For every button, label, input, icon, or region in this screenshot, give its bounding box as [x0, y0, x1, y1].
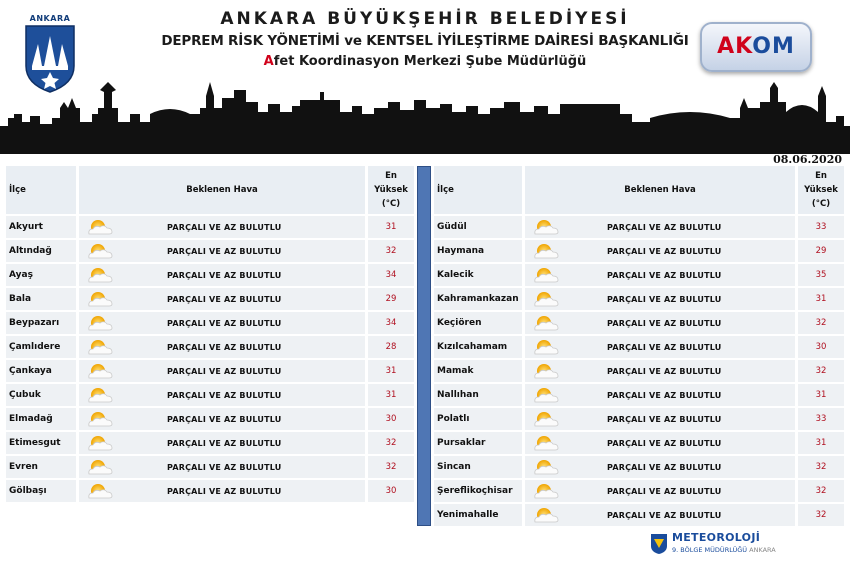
- max-temp-value: 31: [368, 216, 414, 238]
- forecast-cell: [525, 408, 795, 430]
- forecast-cell: [79, 456, 365, 478]
- forecast-text: PARÇALI VE AZ BULUTLU: [607, 294, 722, 304]
- max-temp-label-2: Yüksek: [804, 185, 838, 195]
- max-temp-value: 31: [368, 360, 414, 382]
- table-divider: [417, 166, 431, 526]
- district-name: Beypazarı: [6, 312, 76, 334]
- forecast-cell: [79, 360, 365, 382]
- header-titles: [160, 8, 690, 72]
- table-row: [434, 360, 844, 382]
- akom-letter-a: A: [717, 34, 736, 59]
- table-row: [6, 456, 414, 478]
- district-name: Kalecik: [434, 264, 522, 286]
- forecast-text: PARÇALI VE AZ BULUTLU: [607, 366, 722, 376]
- max-temp-value: 34: [368, 312, 414, 334]
- forecast-cell: [525, 456, 795, 478]
- meteoroloji-region: 9. BÖLGE MÜDÜRLÜĞÜ: [672, 546, 748, 554]
- meteoroloji-logo-icon: [650, 533, 668, 555]
- max-temp-value: 32: [368, 240, 414, 262]
- district-name: Polatlı: [434, 408, 522, 430]
- district-name: Pursaklar: [434, 432, 522, 454]
- max-temp-label-3: (°C): [381, 199, 401, 209]
- column-header-district: İlçe: [434, 166, 522, 214]
- forecast-cell: [79, 288, 365, 310]
- forecast-cell: [525, 216, 795, 238]
- max-temp-value: 34: [368, 264, 414, 286]
- table-row: [6, 408, 414, 430]
- akom-letter-k: K: [735, 34, 753, 59]
- table-row: [434, 336, 844, 358]
- table-row: [434, 432, 844, 454]
- column-header-forecast: Beklenen Hava: [525, 166, 795, 214]
- report-date: 08.06.2020: [773, 153, 842, 166]
- forecast-cell: [525, 360, 795, 382]
- district-name: Etimesgut: [6, 432, 76, 454]
- district-name: Çubuk: [6, 384, 76, 406]
- column-header-max-temp: [798, 166, 844, 214]
- table-row: [434, 288, 844, 310]
- table-row: [6, 432, 414, 454]
- forecast-cell: [525, 384, 795, 406]
- max-temp-label-1: En: [815, 171, 827, 181]
- table-row: [434, 408, 844, 430]
- forecast-text: PARÇALI VE AZ BULUTLU: [167, 438, 282, 448]
- forecast-text: PARÇALI VE AZ BULUTLU: [167, 294, 282, 304]
- akom-badge: [700, 22, 812, 72]
- max-temp-value: 32: [798, 312, 844, 334]
- partly-cloudy-icon: [85, 483, 115, 499]
- district-name: Sincan: [434, 456, 522, 478]
- partly-cloudy-icon: [85, 243, 115, 259]
- max-temp-value: 32: [368, 456, 414, 478]
- partly-cloudy-icon: [531, 507, 561, 523]
- table-header: [434, 166, 844, 214]
- forecast-text: PARÇALI VE AZ BULUTLU: [607, 462, 722, 472]
- title-branch-rest: fet Koordinasyon Merkezi Şube Müdürlüğü: [273, 54, 587, 69]
- column-header-district: İlçe: [6, 166, 76, 214]
- table-row: [434, 240, 844, 262]
- partly-cloudy-icon: [531, 339, 561, 355]
- max-temp-value: 32: [798, 480, 844, 502]
- forecast-text: PARÇALI VE AZ BULUTLU: [167, 366, 282, 376]
- forecast-cell: [525, 264, 795, 286]
- forecast-cell: [79, 408, 365, 430]
- max-temp-label-2: Yüksek: [374, 185, 408, 195]
- table-row: [6, 288, 414, 310]
- forecast-text: PARÇALI VE AZ BULUTLU: [607, 222, 722, 232]
- partly-cloudy-icon: [531, 363, 561, 379]
- forecast-text: PARÇALI VE AZ BULUTLU: [607, 510, 722, 520]
- max-temp-value: 29: [368, 288, 414, 310]
- meteoroloji-subtitle: [672, 546, 776, 554]
- max-temp-value: 32: [798, 456, 844, 478]
- city-skyline-icon: [0, 78, 850, 154]
- title-branch-initial: A: [263, 54, 274, 69]
- table-row: [434, 312, 844, 334]
- table-row: [434, 456, 844, 478]
- forecast-text: PARÇALI VE AZ BULUTLU: [167, 342, 282, 352]
- forecast-text: PARÇALI VE AZ BULUTLU: [167, 390, 282, 400]
- page-header: [0, 0, 850, 166]
- partly-cloudy-icon: [85, 435, 115, 451]
- title-municipality: ANKARA BÜYÜKŞEHİR BELEDİYESİ: [220, 9, 630, 29]
- forecast-text: PARÇALI VE AZ BULUTLU: [607, 438, 722, 448]
- partly-cloudy-icon: [531, 219, 561, 235]
- district-name: Nallıhan: [434, 384, 522, 406]
- max-temp-value: 31: [368, 384, 414, 406]
- meteoroloji-title: METEOROLOJİ: [672, 531, 761, 544]
- max-temp-value: 29: [798, 240, 844, 262]
- district-name: Haymana: [434, 240, 522, 262]
- forecast-cell: [525, 336, 795, 358]
- district-name: Yenimahalle: [434, 504, 522, 526]
- forecast-cell: [79, 264, 365, 286]
- forecast-cell: [525, 288, 795, 310]
- district-name: Bala: [6, 288, 76, 310]
- forecast-table-left: [6, 166, 414, 504]
- district-name: Altındağ: [6, 240, 76, 262]
- forecast-text: PARÇALI VE AZ BULUTLU: [167, 270, 282, 280]
- partly-cloudy-icon: [85, 459, 115, 475]
- district-name: Şereflikoçhisar: [434, 480, 522, 502]
- forecast-cell: [79, 312, 365, 334]
- table-row: [6, 336, 414, 358]
- district-name: Akyurt: [6, 216, 76, 238]
- max-temp-label-3: (°C): [811, 199, 831, 209]
- forecast-cell: [79, 480, 365, 502]
- table-row: [6, 384, 414, 406]
- meteoroloji-logo: [650, 531, 790, 559]
- max-temp-value: 32: [368, 432, 414, 454]
- forecast-cell: [79, 384, 365, 406]
- max-temp-label-1: En: [385, 171, 397, 181]
- max-temp-value: 33: [798, 408, 844, 430]
- partly-cloudy-icon: [85, 363, 115, 379]
- table-row: [6, 216, 414, 238]
- max-temp-value: 32: [798, 360, 844, 382]
- max-temp-value: 33: [798, 216, 844, 238]
- district-name: Çamlıdere: [6, 336, 76, 358]
- forecast-text: PARÇALI VE AZ BULUTLU: [607, 270, 722, 280]
- meteoroloji-city: ANKARA: [749, 546, 776, 554]
- table-row: [434, 216, 844, 238]
- table-row: [6, 360, 414, 382]
- akom-letter-o: O: [752, 34, 772, 59]
- akom-letter-m: M: [771, 34, 795, 59]
- forecast-text: PARÇALI VE AZ BULUTLU: [167, 486, 282, 496]
- partly-cloudy-icon: [531, 387, 561, 403]
- district-name: Güdül: [434, 216, 522, 238]
- forecast-text: PARÇALI VE AZ BULUTLU: [607, 246, 722, 256]
- partly-cloudy-icon: [85, 411, 115, 427]
- forecast-cell: [79, 240, 365, 262]
- partly-cloudy-icon: [531, 435, 561, 451]
- table-row: [6, 240, 414, 262]
- logo-label: ANKARA: [29, 14, 71, 23]
- table-row: [6, 264, 414, 286]
- table-header: [6, 166, 414, 214]
- partly-cloudy-icon: [531, 243, 561, 259]
- district-name: Kahramankazan: [434, 288, 522, 310]
- table-row: [434, 264, 844, 286]
- forecast-text: PARÇALI VE AZ BULUTLU: [607, 318, 722, 328]
- partly-cloudy-icon: [85, 267, 115, 283]
- district-name: Gölbaşı: [6, 480, 76, 502]
- table-row: [434, 504, 844, 526]
- district-name: Ayaş: [6, 264, 76, 286]
- partly-cloudy-icon: [531, 315, 561, 331]
- forecast-text: PARÇALI VE AZ BULUTLU: [607, 342, 722, 352]
- district-name: Elmadağ: [6, 408, 76, 430]
- table-row: [434, 480, 844, 502]
- forecast-cell: [525, 432, 795, 454]
- table-row: [6, 312, 414, 334]
- max-temp-value: 30: [368, 480, 414, 502]
- forecast-text: PARÇALI VE AZ BULUTLU: [607, 390, 722, 400]
- forecast-text: PARÇALI VE AZ BULUTLU: [167, 246, 282, 256]
- partly-cloudy-icon: [531, 291, 561, 307]
- district-name: Mamak: [434, 360, 522, 382]
- max-temp-value: 31: [798, 432, 844, 454]
- district-name: Kızılcahamam: [434, 336, 522, 358]
- title-branch: [160, 52, 690, 72]
- forecast-text: PARÇALI VE AZ BULUTLU: [167, 462, 282, 472]
- forecast-text: PARÇALI VE AZ BULUTLU: [167, 318, 282, 328]
- forecast-text: PARÇALI VE AZ BULUTLU: [167, 222, 282, 232]
- partly-cloudy-icon: [531, 411, 561, 427]
- column-header-forecast: Beklenen Hava: [79, 166, 365, 214]
- forecast-cell: [525, 480, 795, 502]
- max-temp-value: 35: [798, 264, 844, 286]
- forecast-text: PARÇALI VE AZ BULUTLU: [607, 414, 722, 424]
- max-temp-value: 31: [798, 384, 844, 406]
- max-temp-value: 30: [368, 408, 414, 430]
- forecast-cell: [79, 216, 365, 238]
- partly-cloudy-icon: [85, 339, 115, 355]
- forecast-cell: [79, 432, 365, 454]
- forecast-cell: [525, 504, 795, 526]
- district-name: Keçiören: [434, 312, 522, 334]
- partly-cloudy-icon: [531, 483, 561, 499]
- max-temp-value: 28: [368, 336, 414, 358]
- table-row: [434, 384, 844, 406]
- max-temp-value: 32: [798, 504, 844, 526]
- max-temp-value: 30: [798, 336, 844, 358]
- partly-cloudy-icon: [531, 267, 561, 283]
- district-name: Evren: [6, 456, 76, 478]
- partly-cloudy-icon: [85, 387, 115, 403]
- forecast-text: PARÇALI VE AZ BULUTLU: [167, 414, 282, 424]
- forecast-text: PARÇALI VE AZ BULUTLU: [607, 486, 722, 496]
- title-department: DEPREM RİSK YÖNETİMİ ve KENTSEL İYİLEŞTİRME DAİRESİ BAŞKANLIĞI: [161, 33, 689, 49]
- partly-cloudy-icon: [85, 315, 115, 331]
- table-row: [6, 480, 414, 502]
- partly-cloudy-icon: [85, 291, 115, 307]
- forecast-cell: [525, 240, 795, 262]
- max-temp-value: 31: [798, 288, 844, 310]
- forecast-cell: [79, 336, 365, 358]
- district-name: Çankaya: [6, 360, 76, 382]
- partly-cloudy-icon: [85, 219, 115, 235]
- column-header-max-temp: [368, 166, 414, 214]
- forecast-cell: [525, 312, 795, 334]
- forecast-table-right: [434, 166, 844, 528]
- partly-cloudy-icon: [531, 459, 561, 475]
